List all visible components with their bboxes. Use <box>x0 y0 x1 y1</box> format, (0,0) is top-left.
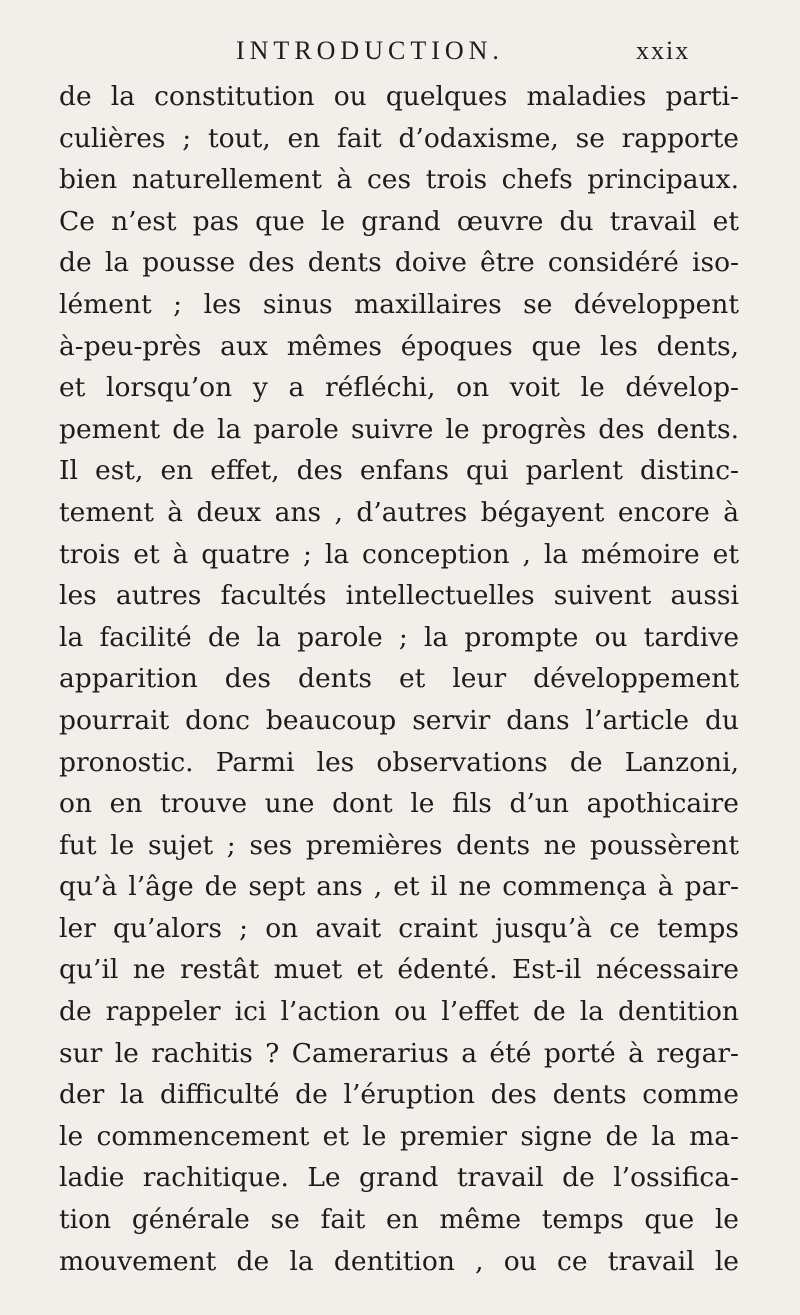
text-line: ler qu’alors ; on avait craint jusqu’à ce temps <box>59 912 739 944</box>
text-line: ladie rachitique. Le grand travail de l’ossifica- <box>59 1162 739 1194</box>
text-line: à-peu-près aux mêmes époques que les dents, <box>59 330 739 362</box>
text-line: culières ; tout, en fait d’odaxisme, se rapporte <box>59 122 739 154</box>
text-line: les autres facultés intellectuelles suivent aussi <box>59 580 739 612</box>
text-line: apparition des dents et leur développement <box>59 663 739 695</box>
text-line: lément ; les sinus maxillaires se développent <box>59 288 739 320</box>
text-line: bien naturellement à ces trois chefs principaux. <box>59 164 739 196</box>
text-line: Ce n’est pas que le grand œuvre du travail et <box>59 205 739 237</box>
page-number: xxix <box>636 36 691 65</box>
text-line: de la pousse des dents doive être considéré iso- <box>59 247 739 279</box>
text-line: sur le rachitis ? Camerarius a été porté à regar- <box>59 1037 739 1069</box>
running-head-title: INTRODUCTION. <box>236 36 504 65</box>
text-line: trois et à quatre ; la conception , la mémoire et <box>59 538 739 570</box>
text-line: de rappeler ici l’action ou l’effet de la dentition <box>59 996 739 1028</box>
text-line: qu’à l’âge de sept ans , et il ne commença à par- <box>59 871 739 903</box>
text-line: fut le sujet ; ses premières dents ne poussèrent <box>59 829 739 861</box>
text-line: pourrait donc beaucoup servir dans l’article du <box>59 704 739 736</box>
text-line: Il est, en effet, des enfans qui parlent distinc- <box>59 455 739 487</box>
text-line: la facilité de la parole ; la prompte ou tardive <box>59 621 739 653</box>
text-line: pronostic. Parmi les observations de Lanzoni, <box>59 746 739 778</box>
text-line: le commencement et le premier signe de la ma- <box>59 1120 739 1152</box>
body-text <box>59 76 739 1282</box>
text-line: qu’il ne restât muet et édenté. Est-il nécessaire <box>59 954 739 986</box>
running-head <box>0 36 800 70</box>
text-line: der la difficulté de l’éruption des dents comme <box>59 1079 739 1111</box>
text-line: mouvement de la dentition , ou ce travail le <box>59 1245 739 1277</box>
text-line: et lorsqu’on y a réfléchi, on voit le dévelop- <box>59 372 739 404</box>
text-line: on en trouve une dont le fils d’un apothicaire <box>59 788 739 820</box>
text-line: pement de la parole suivre le progrès des dents. <box>59 413 739 445</box>
text-line: de la constitution ou quelques maladies parti- <box>59 81 739 112</box>
text-line: tement à deux ans , d’autres bégayent encore à <box>59 496 739 528</box>
text-line: tion générale se fait en même temps que le <box>59 1204 739 1236</box>
